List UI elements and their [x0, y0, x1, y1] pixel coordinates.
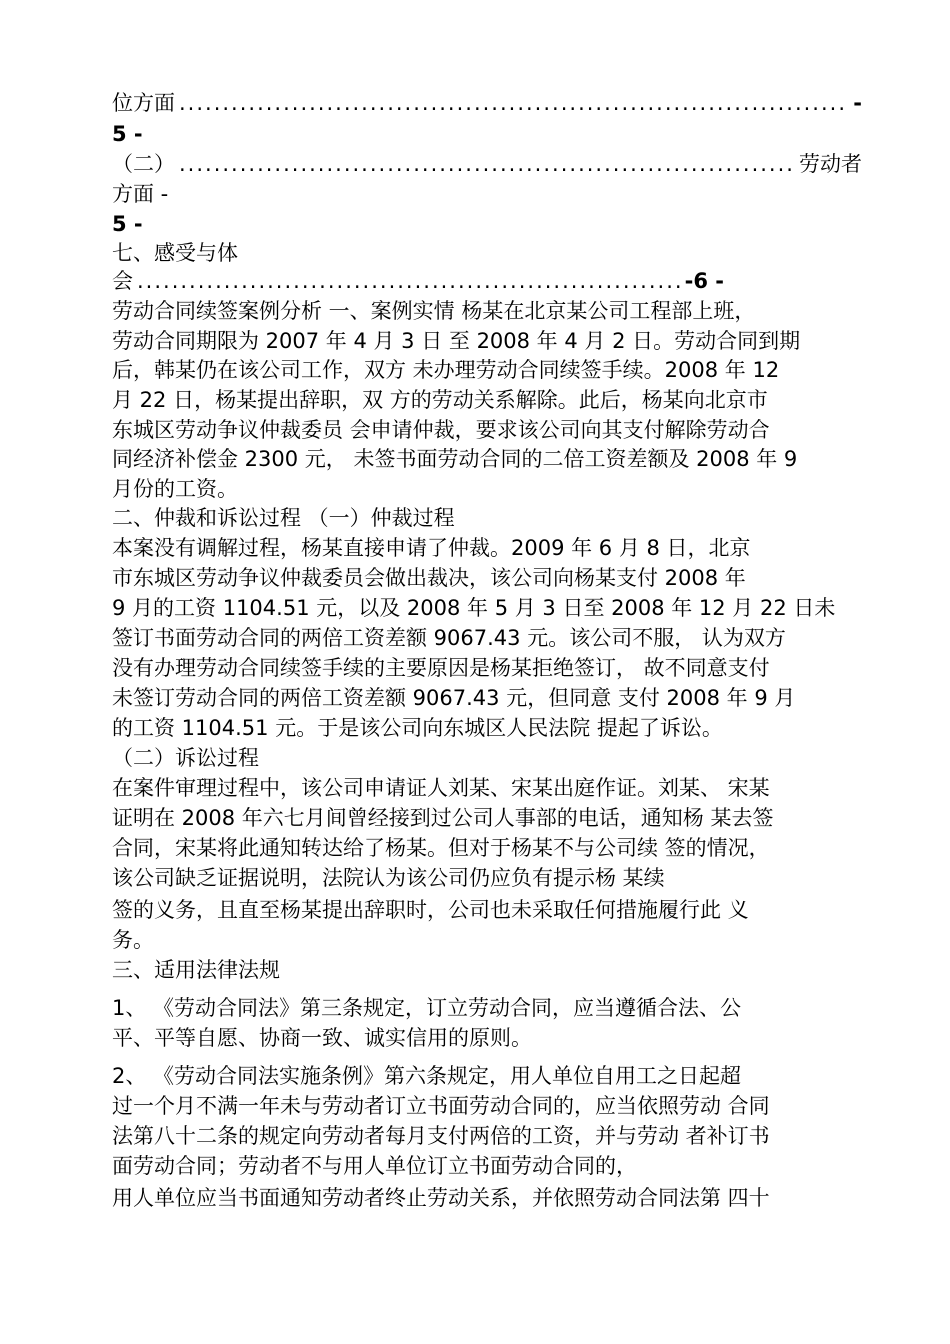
toc-page-number: 5 - — [112, 122, 143, 146]
toc-entry-text: 会 — [112, 269, 133, 293]
body-line: 面劳动合同；劳动者不与用人单位订立书面劳动合同的， — [112, 1154, 637, 1178]
toc-entry-marker: - — [853, 91, 862, 115]
body-line: 没有办理劳动合同续签手续的主要原因是杨某拒绝签订， 故不同意支付 — [112, 656, 770, 680]
body-line: 未签订劳动合同的两倍工资差额 9067.43 元，但同意 支付 2008 年 9 月 — [112, 686, 796, 710]
toc-entry-text: 七、感受与体 — [112, 241, 238, 265]
body-line: 东城区劳动争议仲裁委员 会申请仲裁，要求该公司向其支付解除劳动合 — [112, 418, 770, 442]
body-line: 过一个月不满一年未与劳动者订立书面劳动合同的，应当依照劳动 合同 — [112, 1094, 770, 1118]
body-line: 签订书面劳动合同的两倍工资差额 9067.43 元。该公司不服， 认为双方 — [112, 626, 786, 650]
toc-page-number: -6 - — [684, 269, 724, 293]
body-line: 月份的工资。 — [112, 477, 238, 501]
toc-page-number: 5 - — [112, 212, 143, 236]
body-line: 后，韩某仍在该公司工作，双方 未办理劳动合同续签手续。2008 年 12 — [112, 358, 780, 382]
body-line: 1、 《劳动合同法》第三条规定，订立劳动合同，应当遵循合法、公 — [112, 996, 742, 1020]
body-line: 劳动合同续签案例分析 一、案例实情 杨某在北京某公司工程部上班， — [112, 299, 756, 323]
toc-line-worker — [112, 149, 862, 179]
body-line: 法第八十二条的规定向劳动者每月支付两倍的工资，并与劳动 者补订书 — [112, 1124, 770, 1148]
body-line: 的工资 1104.51 元。于是该公司向东城区人民法院 提起了诉讼。 — [112, 716, 723, 740]
toc-line-feelings — [112, 266, 724, 296]
body-line: 签的义务，且直至杨某提出辞职时，公司也未采取任何措施履行此 义 — [112, 898, 749, 922]
body-line: 合同，宋某将此通知转达给了杨某。但对于杨某不与公司续 签的情况， — [112, 836, 770, 860]
toc-entry-text: （二） — [112, 152, 175, 176]
toc-entry-text: 位方面 — [112, 91, 175, 115]
body-line: 2、 《劳动合同法实施条例》第六条规定，用人单位自用工之日起超 — [112, 1064, 742, 1088]
toc-entry-tail: 劳动者 — [799, 152, 862, 176]
toc-line-position — [112, 88, 862, 118]
section-heading: 二、仲裁和诉讼过程 （一）仲裁过程 — [112, 506, 455, 530]
toc-leader-dots — [179, 88, 849, 118]
body-line: 劳动合同期限为 2007 年 4 月 3 日 至 2008 年 4 月 2 日。劳动合同到期 — [112, 329, 801, 353]
body-line: 9 月的工资 1104.51 元，以及 2008 年 5 月 3 日至 2008 年 12 月 22 日未 — [112, 596, 836, 620]
body-line: 本案没有调解过程，杨某直接申请了仲裁。2009 年 6 月 8 日，北京 — [112, 536, 751, 560]
toc-leader-dots — [179, 149, 795, 179]
body-line: 在案件审理过程中，该公司申请证人刘某、宋某出庭作证。刘某、 宋某 — [112, 776, 770, 800]
toc-leader-dots — [137, 266, 681, 296]
body-line: 用人单位应当书面通知劳动者终止劳动关系，并依照劳动合同法第 四十 — [112, 1186, 770, 1210]
body-line: 市东城区劳动争议仲裁委员会做出裁决，该公司向杨某支付 2008 年 — [112, 566, 746, 590]
body-line: 月 22 日，杨某提出辞职，双 方的劳动关系解除。此后，杨某向北京市 — [112, 388, 768, 412]
body-line: 该公司缺乏证据说明，法院认为该公司仍应负有提示杨 某续 — [112, 866, 665, 890]
body-line: 平、平等自愿、协商一致、诚实信用的原则。 — [112, 1026, 532, 1050]
body-line: 务。 — [112, 928, 154, 952]
section-heading: （二）诉讼过程 — [112, 746, 259, 770]
section-heading: 三、适用法律法规 — [112, 958, 280, 982]
body-line: 证明在 2008 年六七月间曾经接到过公司人事部的电话，通知杨 某去签 — [112, 806, 774, 830]
body-line: 同经济补偿金 2300 元， 未签书面劳动合同的二倍工资差额及 2008 年 9 — [112, 447, 798, 471]
toc-entry-text: 方面 - — [112, 182, 169, 206]
